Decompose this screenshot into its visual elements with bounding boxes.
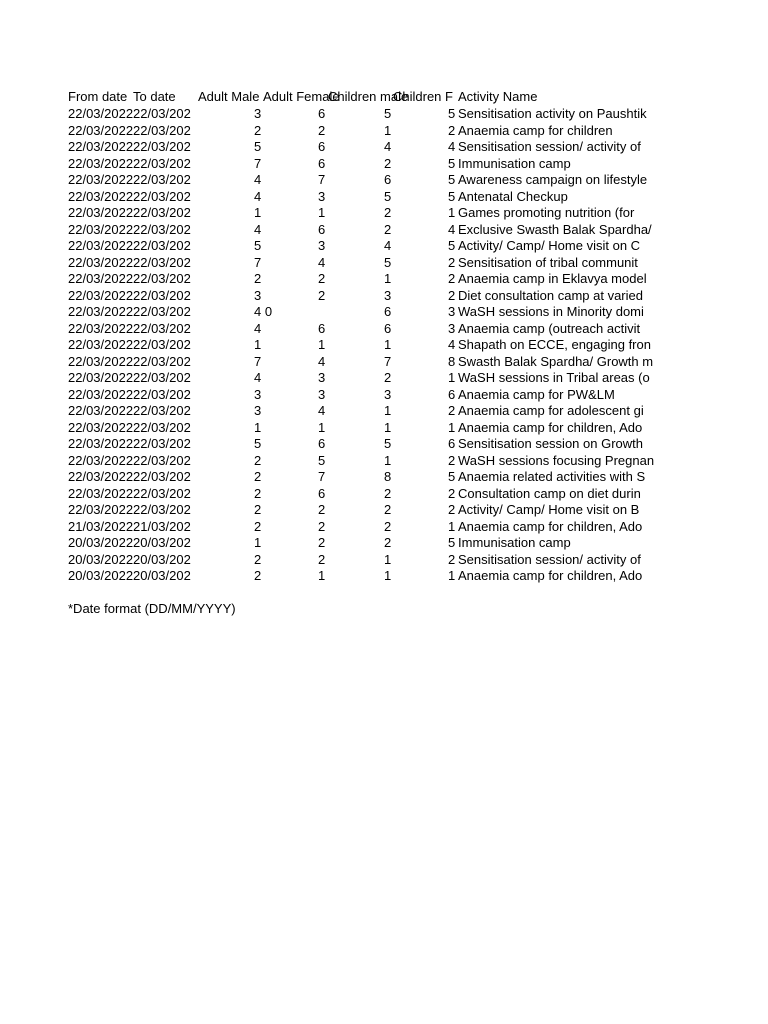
- cell-children-male: 2: [384, 502, 392, 517]
- cell-children-male: 1: [384, 403, 392, 418]
- cell-to-date: 22/03/202: [133, 386, 191, 402]
- cell-activity-name: Anaemia camp for PW&LM: [458, 386, 615, 402]
- cell-adult-male: 7: [254, 155, 262, 171]
- cell-adult-female: 6: [318, 106, 326, 121]
- header-to-date: To date: [133, 89, 176, 104]
- cell-children-female: 5: [448, 535, 456, 550]
- cell-to-date: 22/03/202: [133, 403, 191, 418]
- cell-activity-name: Awareness campaign on lifestyle: [458, 172, 648, 187]
- cell-children-male: 8: [384, 469, 392, 484]
- cell-activity-name: Anaemia camp for children, Ado: [458, 419, 643, 435]
- cell-children-male: 5: [384, 106, 392, 121]
- cell-adult-female: 6: [318, 221, 326, 237]
- cell-activity-name: Sensitisation session/ activity of: [458, 139, 641, 154]
- cell-to-date: 22/03/202: [133, 485, 191, 501]
- table-row: [0, 106, 768, 123]
- cell-children-female: 2: [448, 551, 456, 567]
- cell-to-date: 22/03/202: [133, 419, 191, 435]
- cell-children-male: 1: [384, 419, 392, 435]
- cell-activity-name: Sensitisation of tribal communit: [458, 254, 638, 270]
- cell-children-female: 2: [448, 403, 456, 418]
- cell-from-date: 22/03/2022: [68, 370, 134, 385]
- cell-activity-name: Shapath on ECCE, engaging fron: [458, 337, 651, 352]
- cell-from-date: 22/03/2022: [68, 205, 134, 220]
- cell-children-female: 5: [448, 238, 456, 253]
- cell-adult-female: 7: [318, 172, 326, 187]
- table-row: [0, 552, 768, 569]
- cell-children-male: 1: [384, 551, 392, 567]
- cell-children-male: 5: [384, 188, 392, 204]
- cell-to-date: 22/03/202: [133, 436, 191, 451]
- cell-adult-female: 2: [318, 518, 326, 534]
- cell-children-female: 5: [448, 106, 456, 121]
- cell-activity-name: WaSH sessions focusing Pregnan: [458, 452, 655, 468]
- cell-children-female: 2: [448, 287, 456, 303]
- cell-adult-female: 1: [318, 568, 326, 583]
- cell-adult-male: 4: [254, 172, 262, 187]
- cell-children-female: 3: [448, 304, 456, 319]
- cell-from-date: 22/03/2022: [68, 287, 134, 303]
- cell-adult-female: 3: [318, 370, 326, 385]
- cell-children-male: 6: [384, 172, 392, 187]
- cell-from-date: 22/03/2022: [68, 172, 134, 187]
- table-row: [0, 436, 768, 453]
- cell-children-female: 6: [448, 386, 456, 402]
- cell-adult-female: 1: [318, 419, 326, 435]
- cell-to-date: 22/03/202: [133, 452, 191, 468]
- cell-adult-female: 5: [318, 452, 326, 468]
- date-format-note: *Date format (DD/MM/YYYY): [68, 601, 236, 616]
- cell-children-female: 2: [448, 254, 456, 270]
- cell-adult-male: 1: [254, 337, 262, 352]
- cell-adult-female: 3: [318, 386, 326, 402]
- cell-adult-male: 2: [254, 518, 262, 534]
- table-row: [0, 535, 768, 552]
- cell-children-male: 2: [384, 485, 392, 501]
- table-row: [0, 321, 768, 338]
- cell-children-female: 4: [448, 337, 456, 352]
- cell-children-female: 1: [448, 568, 456, 583]
- cell-to-date: 22/03/202: [133, 139, 191, 154]
- cell-from-date: 20/03/2022: [68, 551, 134, 567]
- cell-from-date: 22/03/2022: [68, 337, 134, 352]
- cell-activity-name: WaSH sessions in Tribal areas (o: [458, 370, 650, 385]
- cell-from-date: 22/03/2022: [68, 155, 134, 171]
- cell-activity-name: Anaemia camp for children, Ado: [458, 568, 643, 583]
- cell-children-female: 5: [448, 188, 456, 204]
- table-row: [0, 370, 768, 387]
- cell-activity-name: Anaemia camp in Eklavya model: [458, 271, 647, 286]
- cell-adult-male: 2: [254, 568, 262, 583]
- table-row: [0, 354, 768, 371]
- cell-adult-female: 4: [318, 403, 326, 418]
- cell-from-date: 22/03/2022: [68, 271, 134, 286]
- cell-children-male: 5: [384, 436, 392, 451]
- cell-children-female: 1: [448, 205, 456, 220]
- cell-activity-name: Sensitisation session on Growth: [458, 436, 643, 451]
- cell-from-date: 22/03/2022: [68, 403, 134, 418]
- cell-children-male: 2: [384, 205, 392, 220]
- cell-to-date: 22/03/202: [133, 106, 191, 121]
- table-row: [0, 222, 768, 239]
- cell-children-female: 5: [448, 469, 456, 484]
- cell-children-male: 3: [384, 386, 392, 402]
- table-row: [0, 403, 768, 420]
- cell-adult-male: 2: [254, 122, 262, 138]
- table-row: [0, 189, 768, 206]
- cell-adult-male: 2: [254, 469, 262, 484]
- table-row: [0, 337, 768, 354]
- table-row: [0, 502, 768, 519]
- cell-activity-name: Activity/ Camp/ Home visit on C: [458, 238, 641, 253]
- cell-adult-female: 2: [318, 287, 326, 303]
- cell-adult-male: 1: [254, 205, 262, 220]
- cell-from-date: 20/03/2022: [68, 535, 134, 550]
- header-adult-female: Adult Female: [263, 89, 340, 104]
- cell-adult-female: 6: [318, 320, 326, 336]
- cell-to-date: 22/03/202: [133, 353, 191, 369]
- table-row: [0, 453, 768, 470]
- cell-activity-name: Immunisation camp: [458, 155, 571, 171]
- table-row: [0, 271, 768, 288]
- cell-adult-male: 5: [254, 139, 262, 154]
- cell-children-female: 8: [448, 353, 456, 369]
- cell-children-female: 2: [448, 122, 456, 138]
- cell-adult-female: 4: [318, 254, 326, 270]
- table-row: [0, 156, 768, 173]
- cell-activity-name: Immunisation camp: [458, 535, 571, 550]
- cell-adult-male: 4: [254, 370, 262, 385]
- cell-children-female: 2: [448, 502, 456, 517]
- cell-adult-female: 6: [318, 139, 326, 154]
- cell-activity-name: Anaemia camp for adolescent gi: [458, 403, 644, 418]
- cell-children-male: 7: [384, 353, 392, 369]
- cell-activity-name: WaSH sessions in Minority domi: [458, 304, 644, 319]
- cell-adult-male: 7: [254, 353, 262, 369]
- cell-to-date: 20/03/202: [133, 568, 191, 583]
- cell-children-female: 6: [448, 436, 456, 451]
- cell-children-female: 4: [448, 139, 456, 154]
- cell-adult-male: 2: [254, 502, 262, 517]
- cell-children-male: 2: [384, 535, 392, 550]
- cell-activity-name: Anaemia related activities with S: [458, 469, 646, 484]
- table-row: [0, 486, 768, 503]
- cell-to-date: 22/03/202: [133, 370, 191, 385]
- cell-activity-name: Anaemia camp (outreach activit: [458, 320, 641, 336]
- cell-from-date: 21/03/2022: [68, 518, 134, 534]
- table-row: [0, 172, 768, 189]
- table-row: [0, 519, 768, 536]
- table-row: [0, 123, 768, 140]
- cell-adult-female: 3: [318, 238, 326, 253]
- cell-adult-male: 1: [254, 419, 262, 435]
- header-row: [0, 89, 768, 106]
- cell-adult-female: 1: [318, 205, 326, 220]
- cell-children-male: 1: [384, 337, 392, 352]
- cell-adult-female: 1: [318, 337, 326, 352]
- cell-to-date: 22/03/202: [133, 254, 191, 270]
- cell-from-date: 22/03/2022: [68, 188, 134, 204]
- cell-children-male: 3: [384, 287, 392, 303]
- cell-adult-male: 5: [254, 238, 262, 253]
- cell-children-female: 3: [448, 320, 456, 336]
- table-row: [0, 387, 768, 404]
- cell-to-date: 20/03/202: [133, 551, 191, 567]
- cell-from-date: 22/03/2022: [68, 485, 134, 501]
- cell-adult-male: 5: [254, 436, 262, 451]
- cell-children-male: 2: [384, 155, 392, 171]
- cell-children-male: 5: [384, 254, 392, 270]
- cell-from-date: 22/03/2022: [68, 122, 134, 138]
- cell-adult-male: 2: [254, 452, 262, 468]
- cell-adult-female: 7: [318, 469, 326, 484]
- table-row: [0, 420, 768, 437]
- cell-activity-name: Sensitisation activity on Paushtik: [458, 106, 647, 121]
- cell-to-date: 22/03/202: [133, 188, 191, 204]
- cell-adult-male: 4: [254, 221, 262, 237]
- cell-children-female: 2: [448, 271, 456, 286]
- cell-children-female: 4: [448, 221, 456, 237]
- cell-to-date: 22/03/202: [133, 469, 191, 484]
- cell-from-date: 22/03/2022: [68, 221, 134, 237]
- cell-children-female: 5: [448, 155, 456, 171]
- cell-adult-female: 2: [318, 271, 326, 286]
- cell-activity-name: Consultation camp on diet durin: [458, 485, 641, 501]
- cell-activity-name: Anaemia camp for children, Ado: [458, 518, 643, 534]
- cell-adult-male: 3: [254, 106, 262, 121]
- cell-adult-female: 2: [318, 535, 326, 550]
- cell-adult-male: 2: [254, 551, 262, 567]
- cell-children-male: 6: [384, 304, 392, 319]
- cell-activity-name: Diet consultation camp at varied: [458, 287, 643, 303]
- cell-from-date: 20/03/2022: [68, 568, 134, 583]
- cell-children-male: 4: [384, 238, 392, 253]
- cell-from-date: 22/03/2022: [68, 106, 134, 121]
- cell-activity-name: Swasth Balak Spardha/ Growth m: [458, 353, 654, 369]
- cell-activity-name: Antenatal Checkup: [458, 188, 568, 204]
- header-children-female: Children F: [393, 89, 453, 104]
- cell-from-date: 22/03/2022: [68, 502, 134, 517]
- cell-activity-name: Exclusive Swasth Balak Spardha/: [458, 221, 652, 237]
- cell-to-date: 22/03/202: [133, 304, 191, 319]
- cell-children-male: 2: [384, 518, 392, 534]
- cell-adult-male: 1: [254, 535, 262, 550]
- cell-from-date: 22/03/2022: [68, 320, 134, 336]
- cell-activity-name: Sensitisation session/ activity of: [458, 551, 641, 567]
- cell-children-male: 1: [384, 122, 392, 138]
- cell-children-female: 2: [448, 452, 456, 468]
- cell-from-date: 22/03/2022: [68, 139, 134, 154]
- cell-adult-female: 6: [318, 485, 326, 501]
- cell-to-date: 22/03/202: [133, 287, 191, 303]
- cell-activity-name: Anaemia camp for children: [458, 122, 613, 138]
- cell-adult-male: 3: [254, 386, 262, 402]
- cell-adult-male: 3: [254, 403, 262, 418]
- cell-to-date: 21/03/202: [133, 518, 191, 534]
- cell-children-male: 1: [384, 271, 392, 286]
- cell-from-date: 22/03/2022: [68, 353, 134, 369]
- cell-to-date: 22/03/202: [133, 155, 191, 171]
- cell-adult-male: 2: [254, 271, 262, 286]
- table-row: [0, 255, 768, 272]
- cell-to-date: 22/03/202: [133, 320, 191, 336]
- cell-activity-name: Activity/ Camp/ Home visit on B: [458, 502, 640, 517]
- cell-children-male: 1: [384, 452, 392, 468]
- cell-from-date: 22/03/2022: [68, 304, 134, 319]
- cell-adult-female: 2: [318, 551, 326, 567]
- table-row: [0, 469, 768, 486]
- table-row: [0, 205, 768, 222]
- cell-adult-female: 4: [318, 353, 326, 369]
- cell-children-male: 1: [384, 568, 392, 583]
- cell-from-date: 22/03/2022: [68, 469, 134, 484]
- cell-children-female: 1: [448, 370, 456, 385]
- cell-activity-name: Games promoting nutrition (for: [458, 205, 635, 220]
- table-row: [0, 288, 768, 305]
- cell-children-female: 1: [448, 419, 456, 435]
- cell-adult-male: 2: [254, 485, 262, 501]
- cell-adult-male: 4: [254, 188, 262, 204]
- cell-from-date: 22/03/2022: [68, 419, 134, 435]
- header-adult-male: Adult Male: [198, 89, 260, 104]
- cell-adult-male: 7: [254, 254, 262, 270]
- cell-to-date: 22/03/202: [133, 172, 191, 187]
- cell-adult-male: 4 0: [254, 304, 273, 319]
- cell-adult-female: 2: [318, 502, 326, 517]
- cell-children-male: 4: [384, 139, 392, 154]
- cell-adult-male: 4: [254, 320, 262, 336]
- table-row: [0, 304, 768, 321]
- table-row: [0, 139, 768, 156]
- cell-children-female: 2: [448, 485, 456, 501]
- cell-to-date: 22/03/202: [133, 205, 191, 220]
- cell-children-male: 2: [384, 370, 392, 385]
- cell-from-date: 22/03/2022: [68, 386, 134, 402]
- cell-adult-female: 6: [318, 155, 326, 171]
- cell-adult-female: [318, 304, 348, 321]
- table-row: [0, 238, 768, 255]
- cell-from-date: 22/03/2022: [68, 436, 134, 451]
- cell-from-date: 22/03/2022: [68, 238, 134, 253]
- cell-to-date: 22/03/202: [133, 271, 191, 286]
- cell-adult-female: 6: [318, 436, 326, 451]
- cell-to-date: 22/03/202: [133, 122, 191, 138]
- cell-adult-female: 3: [318, 188, 326, 204]
- header-from-date: From date: [68, 89, 128, 104]
- cell-children-male: 2: [384, 221, 392, 237]
- cell-adult-female: 2: [318, 122, 326, 138]
- cell-to-date: 22/03/202: [133, 238, 191, 253]
- cell-children-female: 1: [448, 518, 456, 534]
- cell-to-date: 22/03/202: [133, 221, 191, 237]
- table-row: [0, 568, 768, 585]
- cell-children-female: 5: [448, 172, 456, 187]
- header-children-male: Children male: [328, 89, 409, 104]
- cell-to-date: 22/03/202: [133, 502, 191, 517]
- cell-children-male: 6: [384, 320, 392, 336]
- header-activity-name: Activity Name: [458, 89, 538, 104]
- cell-from-date: 22/03/2022: [68, 254, 134, 270]
- cell-adult-male: 3: [254, 287, 262, 303]
- cell-to-date: 20/03/202: [133, 535, 191, 550]
- cell-from-date: 22/03/2022: [68, 452, 134, 468]
- cell-to-date: 22/03/202: [133, 337, 191, 352]
